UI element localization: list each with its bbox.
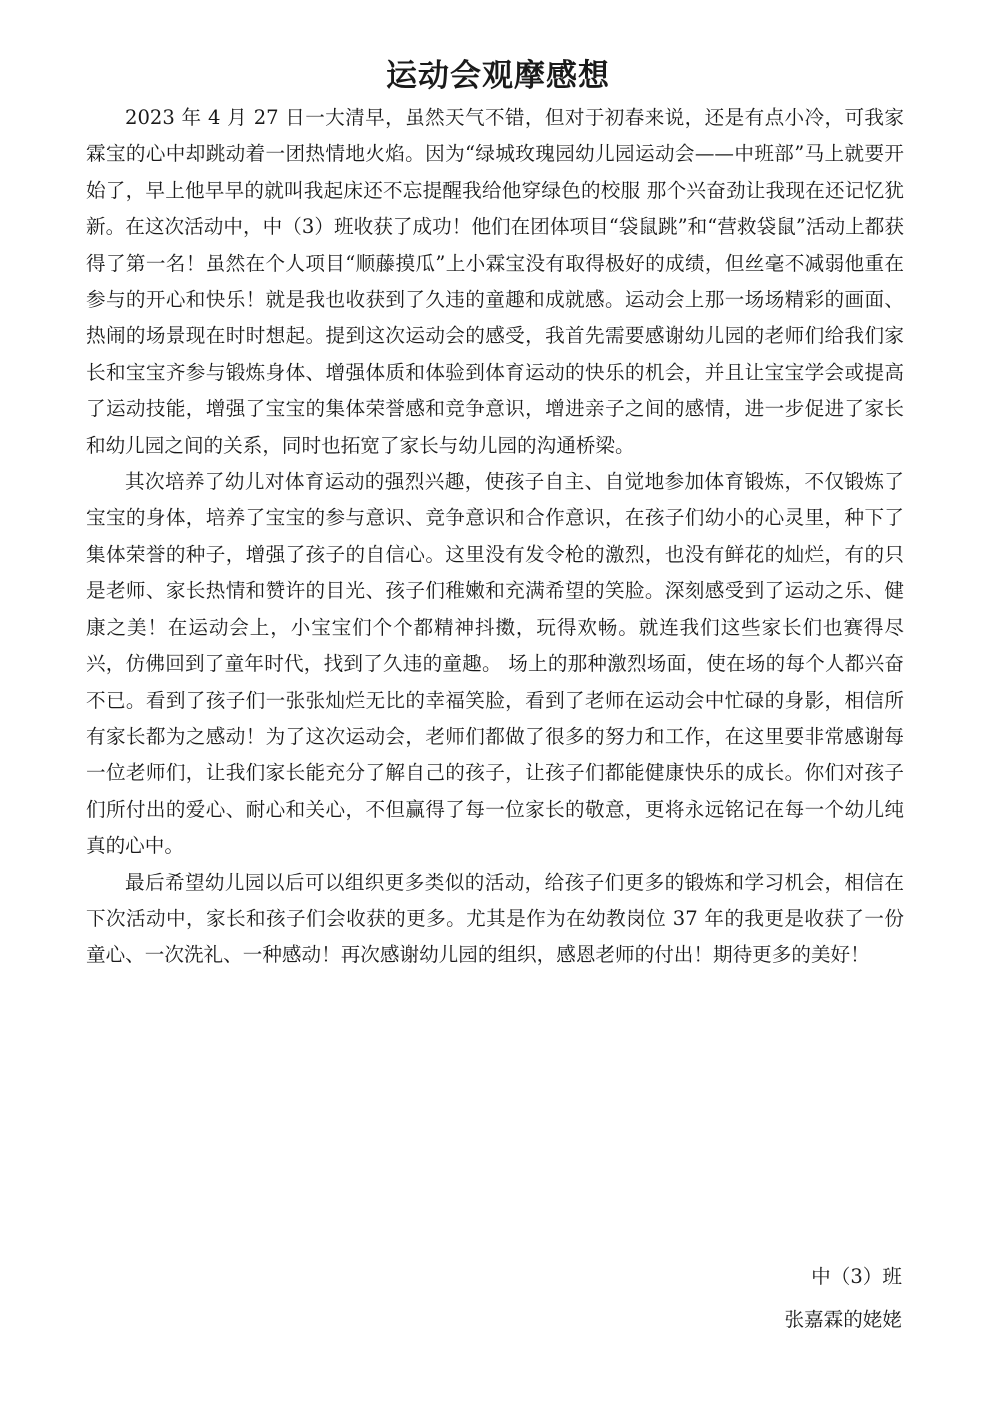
document-body <box>86 100 904 974</box>
paragraph-1: 2023 年 4 月 27 日一大清早，虽然天气不错，但对于初春来说，还是有点小冷，可我家霖宝的心中却跳动着一团热情地火焰。因为“绿城玫瑰园幼儿园运动会——中班部”马上就要开始了，早上他早早的就叫我起床还不忘提醒我给他穿绿色的校服 那个兴奋劲让我现在还记忆犹新。在这次活动中，中（3）班收获了成功！他们在团体项目“袋鼠跳”和“营救袋鼠”活动上都获得了第一名！虽然在个人项目“顺藤摸瓜”上小霖宝没有取得极好的成绩，但丝毫不减弱他重在参与的开心和快乐！就是我也收获到了久违的童趣和成就感。运动会上那一场场精彩的画面、热闹的场景现在时时想起。提到这次运动会的感受，我首先需要感谢幼儿园的老师们给我们家长和宝宝齐参与锻炼身体、增强体质和体验到体育运动的快乐的机会，并且让宝宝学会或提高了运动技能，增强了宝宝的集体荣誉感和竞争意识，增进亲子之间的感情，进一步促进了家长和幼儿园之间的关系，同时也拓宽了家长与幼儿园的沟通桥梁。 <box>86 106 904 457</box>
signature-author: 张嘉霖的姥姥 <box>784 1308 902 1331</box>
document-title: 运动会观摩感想 <box>386 58 610 94</box>
paragraph-2: 其次培养了幼儿对体育运动的强烈兴趣，使孩子自主、自觉地参加体育锻炼，不仅锻炼了宝宝的身体，培养了宝宝的参与意识、竞争意识和合作意识，在孩子们幼小的心灵里，种下了集体荣誉的种子，增强了孩子的自信心。这里没有发令枪的激烈，也没有鲜花的灿烂，有的只是老师、家长热情和赞许的目光、孩子们稚嫩和充满希望的笑脸。深刻感受到了运动之乐、健康之美！在运动会上，小宝宝们个个都精神抖擞，玩得欢畅。就连我们这些家长们也赛得尽兴，仿佛回到了童年时代，找到了久违的童趣。 场上的那种激烈场面，使在场的每个人都兴奋不已。看到了孩子们一张张灿烂无比的幸福笑脸，看到了老师在运动会中忙碌的身影，相信所有家长都为之感动！为了这次运动会，老师们都做了很多的努力和工作，在这里要非常感谢每一位老师们，让我们家长能充分了解自己的孩子，让孩子们都能健康快乐的成长。你们对孩子们所付出的爱心、耐心和关心，不但赢得了每一位家长的敬意，更将永远铭记在每一个幼儿纯真的心中。 <box>86 470 904 858</box>
signature-class: 中（3）班 <box>811 1265 902 1288</box>
paragraph-3: 最后希望幼儿园以后可以组织更多类似的活动，给孩子们更多的锻炼和学习机会，相信在下次活动中，家长和孩子们会收获的更多。尤其是作为在幼教岗位 37 年的我更是收获了一份童心、一次洗礼、一种感动！再次感谢幼儿园的组织，感恩老师的付出！期待更多的美好！ <box>86 870 904 967</box>
